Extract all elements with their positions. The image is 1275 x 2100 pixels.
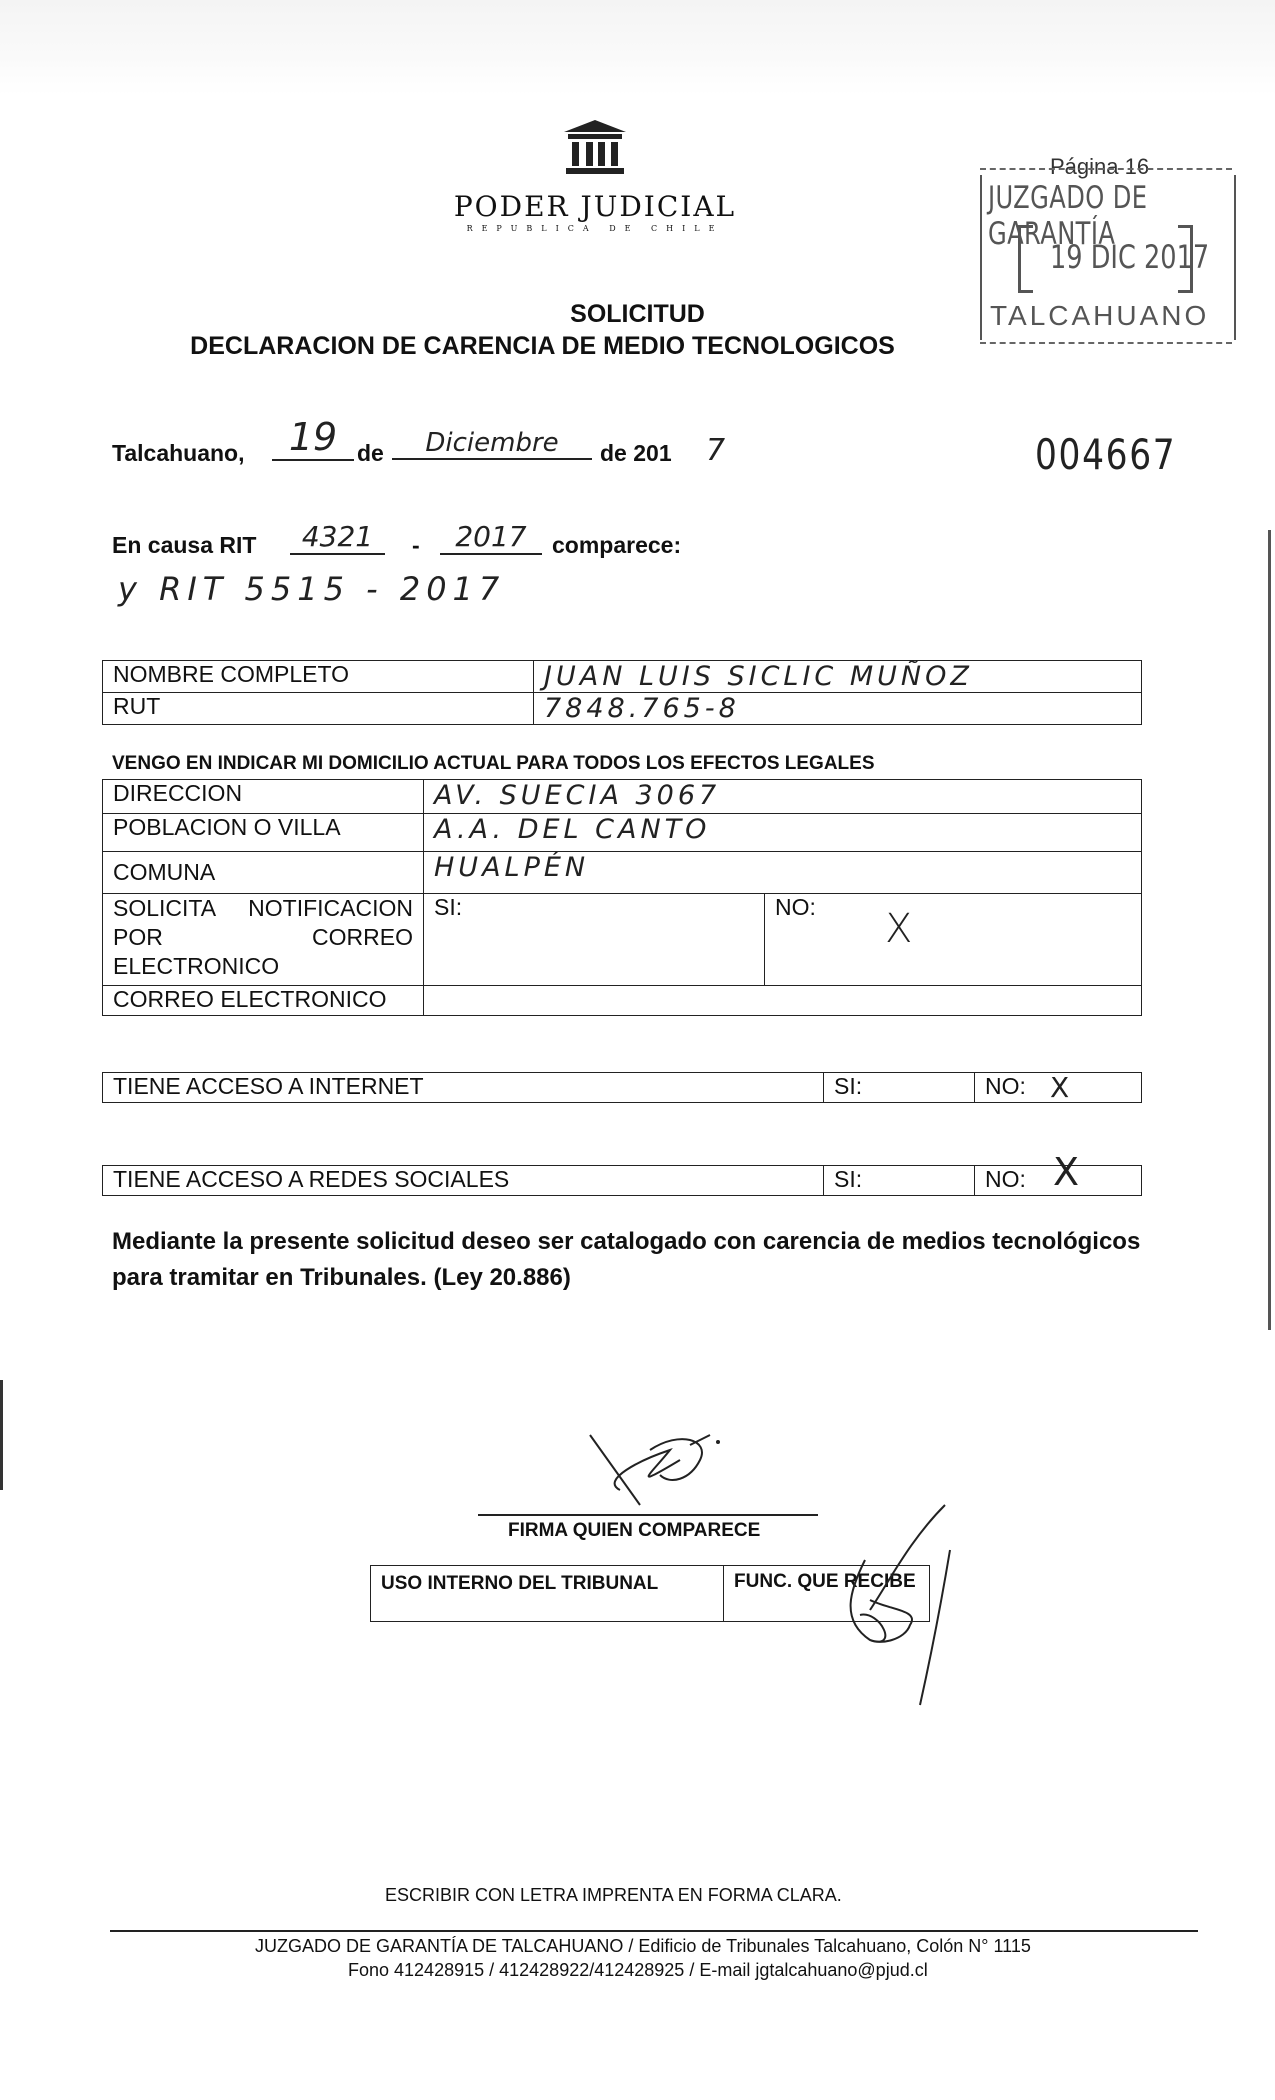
internet-no: [975, 1073, 1142, 1103]
table-row: [103, 780, 1142, 814]
redes-table: [102, 1150, 1142, 1196]
table-row: [103, 1073, 1142, 1103]
city-label: Talcahuano,: [112, 440, 245, 466]
poblacion-label: POBLACION O VILLA: [103, 814, 424, 852]
stamp-bracket: [1018, 225, 1033, 293]
instruction-text: ESCRIBIR CON LETRA IMPRENTA EN FORMA CLARA.: [385, 1885, 842, 1905]
document-subtitle: DECLARACION DE CARENCIA DE MEDIO TECNOLOGICOS: [190, 332, 895, 360]
footer-divider: [110, 1930, 1198, 1932]
notificacion-no: [765, 894, 1142, 986]
stamp-city: TALCAHUANO: [990, 300, 1210, 331]
footer-contact: Fono 412428915 / 412428922/412428925 / E-mail jgtalcahuano@pjud.cl: [348, 1960, 928, 1980]
redes-no-label: NO:: [985, 1166, 1026, 1192]
notificacion-label: SOLICITA NOTIFICACION POR CORREO ELECTRONICO: [103, 894, 424, 986]
causa-label: En causa RIT: [112, 532, 257, 558]
year-digit: 7: [706, 433, 726, 468]
scan-edge: [0, 1380, 3, 1490]
institution-subtitle: REPUBLICA DE CHILE: [466, 224, 724, 233]
stamp-court: JUZGADO DE GARANTÍA: [988, 180, 1148, 252]
document-title: SOLICITUD: [570, 300, 705, 328]
rit-dash: -: [412, 532, 420, 558]
rut-label: RUT: [103, 693, 534, 725]
rit-number: 4321: [290, 520, 385, 555]
signature-image: [560, 1420, 780, 1520]
footer-address: JUZGADO DE GARANTÍA DE TALCAHUANO / Edificio de Tribunales Talcahuano, Colón N° 1115: [255, 1936, 1031, 1956]
direccion-label: DIRECCION: [103, 780, 424, 814]
de-label: de: [357, 440, 384, 466]
internal-use-label: USO INTERNO DEL TRIBUNAL: [371, 1566, 724, 1622]
poblacion-value: A.A. DEL CANTO: [424, 814, 1142, 852]
redes-no: [975, 1150, 1142, 1196]
additional-rit: y RIT 5515 - 2017: [118, 570, 506, 608]
signature-line: [478, 1514, 818, 1516]
receiver-label: FUNC. QUE RECIBE: [724, 1566, 930, 1622]
domicilio-heading: VENGO EN INDICAR MI DOMICILIO ACTUAL PARA TODOS LOS EFECTOS LEGALES: [112, 753, 875, 774]
name-label: NOMBRE COMPLETO: [103, 661, 534, 693]
stamp-date: 19 DIC 2017: [1050, 238, 1210, 276]
stamp-bracket: [1178, 225, 1193, 293]
day-value: 19: [272, 415, 354, 461]
table-row: [103, 852, 1142, 894]
stamp-border: [980, 168, 1232, 170]
comparece-label: comparece:: [552, 532, 682, 558]
comuna-label: COMUNA: [103, 852, 424, 894]
redes-label: TIENE ACCESO A REDES SOCIALES: [103, 1166, 824, 1196]
scan-edge: [1268, 530, 1271, 1330]
table-row: [103, 1166, 1142, 1196]
courthouse-logo-icon: [560, 118, 630, 178]
signature-label: FIRMA QUIEN COMPARECE: [508, 1520, 761, 1541]
year-label: de 201: [600, 440, 672, 466]
table-row: [103, 693, 1142, 725]
notificacion-no-mark: X: [885, 906, 913, 952]
email-value: [424, 986, 1142, 1016]
receiver-signature-image: [810, 1500, 970, 1710]
direccion-value: AV. SUECIA 3067: [424, 780, 1142, 814]
page-number: Página 16: [1050, 154, 1150, 179]
internet-label: TIENE ACCESO A INTERNET: [103, 1073, 824, 1103]
identity-table: [102, 660, 1142, 725]
internet-si: SI:: [824, 1073, 975, 1103]
email-label: CORREO ELECTRONICO: [103, 986, 424, 1016]
notificacion-si: SI:: [424, 894, 765, 986]
table-row: [103, 661, 1142, 693]
internet-table: [102, 1072, 1142, 1103]
redes-si: SI:: [824, 1166, 975, 1196]
domicilio-table: [102, 779, 1142, 1016]
statement-text: Mediante la presente solicitud deseo ser catalogado con carencia de medios tecnológicos para tramitar en Tribunales. (Ley 20.886): [112, 1228, 1141, 1291]
folio-number: 004667: [1035, 430, 1177, 479]
table-row: [103, 814, 1142, 852]
institution-name: PODER JUDICIAL: [453, 190, 737, 223]
comuna-value: HUALPÉN: [424, 852, 1142, 894]
table-row: [103, 894, 1142, 986]
name-value: JUAN LUIS SICLIC MUÑOZ: [534, 661, 1142, 693]
table-row: [103, 986, 1142, 1016]
month-value: Diciembre: [392, 428, 592, 460]
notificacion-no-label: NO:: [775, 894, 816, 920]
internet-no-label: NO:: [985, 1073, 1026, 1099]
internet-no-mark: X: [1050, 1071, 1070, 1104]
redes-no-mark: X: [1053, 1150, 1080, 1194]
rit-year: 2017: [440, 520, 542, 555]
scan-shadow: [0, 0, 1275, 95]
rut-value: 7848.765-8: [534, 693, 1142, 725]
